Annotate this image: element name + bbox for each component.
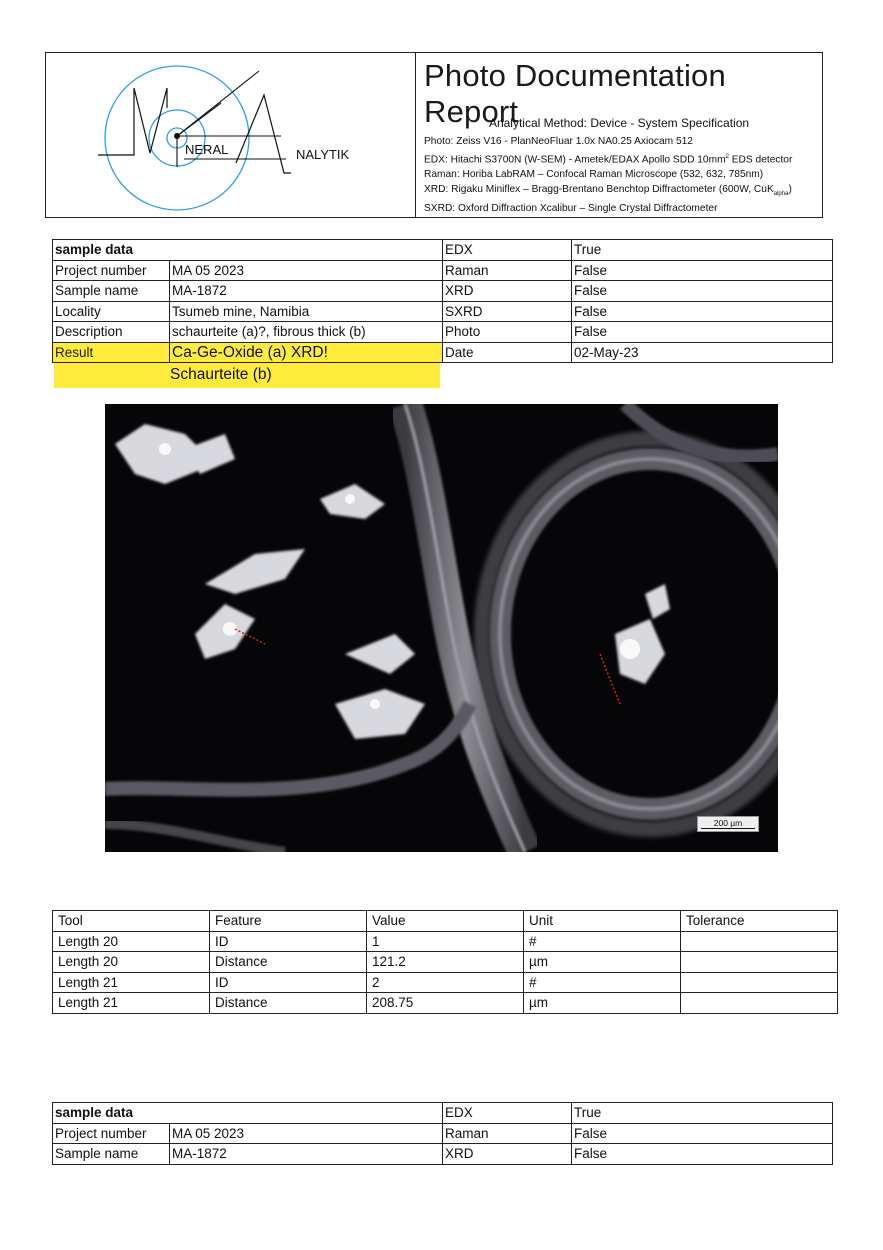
spec-photo: Photo: Zeiss V16 - PlanNeoFluar 1.0x NA0.25 Axiocam 512 [424,136,693,147]
method-label: Photo [443,322,572,343]
table-heading: sample data [53,1103,443,1124]
method-status: False [572,1123,833,1144]
method-label: EDX [443,1103,572,1124]
field-value: schaurteite (a)?, fibrous thick (b) [170,322,443,343]
column-header: Unit [524,911,681,932]
logo-text-neral: NERAL [185,142,229,157]
table-cell: µm [524,952,681,973]
result-value: Ca-Ge-Oxide (a) XRD! [170,342,443,363]
spec-panel [416,53,822,217]
column-header: Value [367,911,524,932]
table-row [53,281,833,302]
table-cell: ID [210,972,367,993]
method-label: Raman [443,1123,572,1144]
table-cell: Length 21 [53,993,210,1014]
logo-text-nalytik: NALYTIK [296,147,350,162]
table-cell: Distance [210,952,367,973]
table-row [53,1123,833,1144]
table-cell: Distance [210,993,367,1014]
spec-sxrd: SXRD: Oxford Diffraction Xcalibur – Single Crystal Diffractometer [424,202,718,214]
spec-xrd: XRD: Rigaku Miniflex – Bragg-Brentano Benchtop Diffractometer (600W, CuK$_{alpha}$) [424,183,792,197]
method-status: True [572,240,833,261]
table-cell: Length 20 [53,931,210,952]
field-value: MA 05 2023 [170,260,443,281]
method-status: False [572,1144,833,1165]
field-value: MA-1872 [170,281,443,302]
spec-edx: EDX: Hitachi S3700N (W-SEM) - Ametek/EDAX Apollo SDD $10mm^2$ EDS detector [424,153,793,166]
table-cell [681,952,838,973]
spec-raman: Raman: Horiba LabRAM – Confocal Raman Microscope (532, 632, 785nm) [424,168,764,180]
column-header: Feature [210,911,367,932]
table-row [53,931,838,952]
table-row [53,993,838,1014]
field-label: Project number [53,1123,170,1144]
table-cell [681,972,838,993]
table-row [53,952,838,973]
table-cell: # [524,931,681,952]
field-label: Sample name [53,281,170,302]
method-label: Raman [443,260,572,281]
field-label: Sample name [53,1144,170,1165]
field-label: Locality [53,301,170,322]
table-cell [681,931,838,952]
result-extra-line: Schaurteite (b) [54,363,440,388]
method-label: SXRD [443,301,572,322]
table-cell [681,993,838,1014]
table-cell: 1 [367,931,524,952]
scale-bar: 200 µm [697,816,759,832]
report-title: Photo Documentation Report [424,58,726,129]
table-row [53,342,833,363]
table-row [53,1103,833,1124]
field-label: Description [53,322,170,343]
table-row [53,322,833,343]
table-row [53,972,838,993]
report-header [45,52,823,218]
column-header: Tolerance [681,911,838,932]
field-value: MA 05 2023 [170,1123,443,1144]
field-value: MA-1872 [170,1144,443,1165]
sample-data-table-2 [52,1102,833,1165]
table-cell: 2 [367,972,524,993]
column-header: Tool [53,911,210,932]
spec-list [424,135,792,216]
table-header-row [53,911,838,932]
method-label: XRD [443,281,572,302]
table-row [53,1144,833,1165]
method-status: False [572,322,833,343]
method-status: False [572,301,833,322]
method-label: XRD [443,1144,572,1165]
table-cell: Length 21 [53,972,210,993]
table-cell: µm [524,993,681,1014]
date-value: 02-May-23 [572,342,833,363]
table-cell: Length 20 [53,952,210,973]
date-label: Date [443,342,572,363]
table-cell: ID [210,931,367,952]
microscope-photo [105,404,778,852]
result-label: Result [53,342,170,363]
table-heading: sample data [53,240,443,261]
field-value: Tsumeb mine, Namibia [170,301,443,322]
table-row [53,301,833,322]
company-logo [46,53,416,217]
table-cell: # [524,972,681,993]
method-label: EDX [443,240,572,261]
spec-heading: Analytical Method: Device - System Specification [488,116,750,130]
field-label: Project number [53,260,170,281]
method-status: False [572,281,833,302]
method-status: True [572,1103,833,1124]
method-status: False [572,260,833,281]
measurement-table [52,910,838,1014]
table-row [53,260,833,281]
table-cell: 121.2 [367,952,524,973]
table-cell: 208.75 [367,993,524,1014]
table-row [53,240,833,261]
sample-data-table [52,239,833,363]
